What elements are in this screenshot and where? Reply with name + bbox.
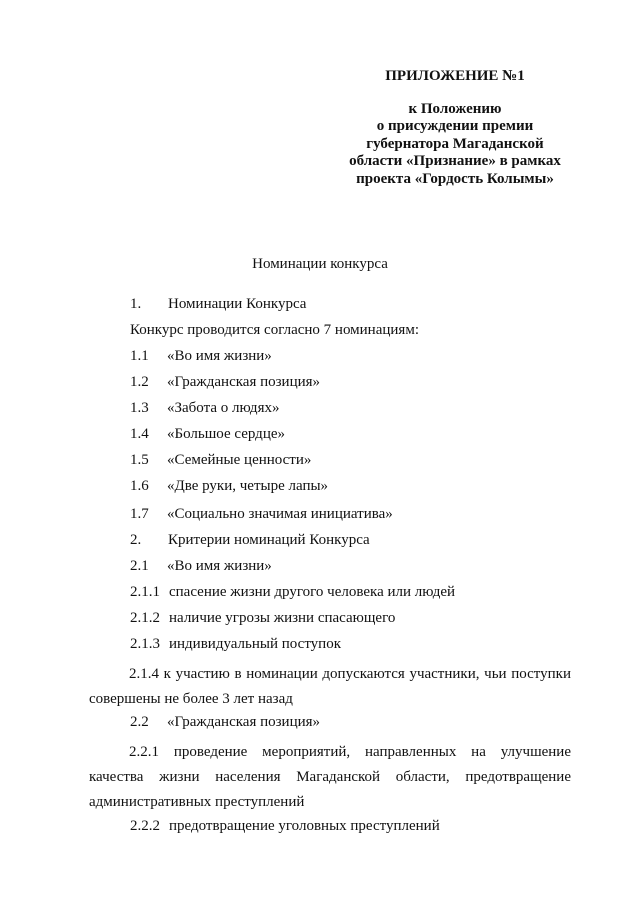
- annex-line: о присуждении премии: [376, 118, 534, 134]
- item-number: 2.1.1: [130, 584, 160, 600]
- item-text: «Социально значимая инициатива»: [167, 506, 393, 522]
- item-text: спасение жизни другого человека или людей: [169, 584, 456, 600]
- annex-line: проекта «Гордость Колымы»: [356, 170, 554, 187]
- item-number: 1.2: [130, 374, 149, 390]
- item-number: 2.1: [130, 558, 149, 574]
- item-number: 2.1.3: [130, 636, 160, 652]
- annex-title: ПРИЛОЖЕНИЕ №1: [385, 68, 525, 84]
- item-number: 1.1: [130, 348, 149, 364]
- annex-line: губернатора Магаданской: [366, 135, 544, 152]
- item-number: 2.2.2: [130, 818, 160, 834]
- item-text: предотвращение уголовных преступлений: [169, 818, 440, 834]
- item-number: 1.: [130, 296, 142, 312]
- annex-header: [330, 68, 580, 188]
- annex-line: к Положению: [408, 100, 502, 117]
- item-text: наличие угрозы жизни спасающего: [169, 610, 396, 626]
- item-text: «Две руки, четыре лапы»: [167, 478, 329, 494]
- annex-line: области «Признание» в рамках: [349, 153, 561, 169]
- item-number: 2.2: [130, 714, 149, 730]
- paragraph-2-1-4: 2.1.4 к участию в номинации допускаются участники, чьи поступки совершены не более 3 лет назад: [89, 666, 571, 707]
- item-text: «Большое сердце»: [167, 426, 286, 442]
- paragraph-2-2-1: 2.2.1 проведение мероприятий, направленных на улучшение качества жизни населения Магаданской области, предотвращение административных преступлений: [89, 744, 571, 810]
- item-number: 1.7: [130, 506, 149, 522]
- item-text: индивидуальный поступок: [169, 636, 341, 652]
- item-text: Номинации Конкурса: [168, 296, 307, 312]
- item-text: Конкурс проводится согласно 7 номинациям:: [130, 322, 419, 338]
- item-number: 2.1.2: [130, 610, 160, 626]
- item-text: «Семейные ценности»: [167, 452, 312, 468]
- item-number: 2.: [130, 532, 142, 548]
- item-text: «Гражданская позиция»: [167, 374, 321, 390]
- item-number: 1.4: [130, 426, 149, 442]
- item-text: «Во имя жизни»: [167, 348, 272, 364]
- item-text: «Забота о людях»: [167, 400, 280, 416]
- item-text: Критерии номинаций Конкурса: [168, 532, 370, 548]
- section-title: Номинации конкурса: [252, 256, 388, 272]
- item-text: «Во имя жизни»: [167, 558, 272, 574]
- item-number: 1.5: [130, 452, 149, 468]
- item-number: 1.6: [130, 478, 149, 494]
- item-text: «Гражданская позиция»: [167, 714, 321, 730]
- item-number: 1.3: [130, 400, 149, 416]
